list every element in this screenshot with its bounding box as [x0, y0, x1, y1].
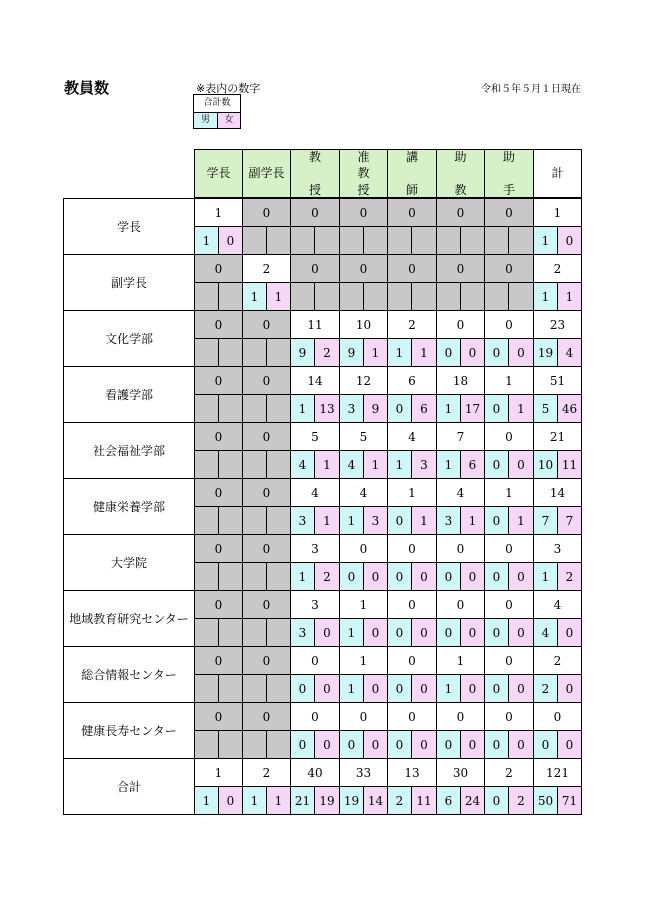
male-count-cell: 1 [339, 618, 364, 647]
female-count-cell: 0 [411, 618, 437, 647]
female-count-cell: 0 [508, 618, 534, 647]
male-count-cell: 0 [533, 730, 558, 759]
total-cell: 3 [290, 534, 340, 563]
female-count-cell: 1 [314, 450, 340, 479]
female-count-cell: 0 [363, 730, 388, 759]
female-count-cell: 0 [508, 674, 534, 703]
total-cell: 0 [242, 702, 291, 731]
row-label: 副学長 [63, 254, 195, 311]
row-label: 学長 [63, 198, 195, 255]
male-count-cell: 0 [436, 618, 461, 647]
female-count-cell: 11 [557, 450, 582, 479]
total-cell: 0 [436, 534, 485, 563]
empty-cell [218, 282, 243, 311]
legend-male: 男 [194, 113, 218, 128]
empty-cell [387, 226, 412, 255]
empty-cell [266, 226, 291, 255]
male-count-cell: 3 [290, 506, 315, 535]
total-cell: 4 [339, 478, 388, 507]
row-label: 健康栄養学部 [63, 478, 195, 535]
total-cell: 3 [533, 534, 582, 563]
female-count-cell: 0 [411, 730, 437, 759]
column-header: 講 師 [387, 149, 437, 198]
empty-cell [218, 450, 243, 479]
total-cell: 1 [484, 366, 534, 395]
total-cell: 30 [436, 758, 485, 787]
empty-cell [266, 562, 291, 591]
total-cell: 2 [533, 254, 582, 283]
total-cell: 5 [290, 422, 340, 451]
female-count-cell: 0 [508, 562, 534, 591]
female-count-cell: 0 [508, 730, 534, 759]
empty-cell [314, 226, 340, 255]
empty-cell [508, 282, 534, 311]
total-cell: 0 [484, 702, 534, 731]
male-count-cell: 19 [533, 338, 558, 367]
male-count-cell: 0 [484, 618, 509, 647]
male-count-cell: 10 [533, 450, 558, 479]
female-count-cell: 0 [557, 730, 582, 759]
male-count-cell: 0 [387, 618, 412, 647]
total-cell: 1 [194, 758, 243, 787]
female-count-cell: 2 [508, 786, 534, 815]
female-count-cell: 0 [460, 562, 485, 591]
empty-cell [411, 282, 437, 311]
row-label: 看護学部 [63, 366, 195, 423]
male-count-cell: 4 [290, 450, 315, 479]
male-count-cell: 0 [484, 562, 509, 591]
total-cell: 23 [533, 310, 582, 339]
total-cell: 0 [290, 254, 340, 283]
empty-cell [484, 226, 509, 255]
total-cell: 1 [339, 646, 388, 675]
total-cell: 0 [290, 198, 340, 227]
empty-cell [194, 730, 219, 759]
empty-cell [411, 226, 437, 255]
total-cell: 0 [339, 254, 388, 283]
legend-female: 女 [218, 113, 240, 128]
total-cell: 11 [290, 310, 340, 339]
male-count-cell: 0 [387, 562, 412, 591]
column-header: 准 教 授 [339, 149, 388, 198]
male-count-cell: 0 [387, 730, 412, 759]
column-header: 学長 [194, 149, 243, 198]
total-cell: 5 [339, 422, 388, 451]
female-count-cell: 2 [314, 338, 340, 367]
male-count-cell: 0 [484, 394, 509, 423]
female-count-cell: 0 [508, 450, 534, 479]
total-cell: 0 [387, 534, 437, 563]
female-count-cell: 1 [508, 394, 534, 423]
male-count-cell: 0 [436, 730, 461, 759]
total-cell: 2 [484, 758, 534, 787]
total-cell: 1 [484, 478, 534, 507]
male-count-cell: 1 [194, 226, 219, 255]
female-count-cell: 4 [557, 338, 582, 367]
total-cell: 14 [533, 478, 582, 507]
total-cell: 4 [387, 422, 437, 451]
empty-cell [508, 226, 534, 255]
total-cell: 121 [533, 758, 582, 787]
empty-cell [242, 450, 267, 479]
female-count-cell: 6 [460, 450, 485, 479]
male-count-cell: 1 [436, 674, 461, 703]
empty-cell [194, 338, 219, 367]
male-count-cell: 1 [242, 282, 267, 311]
total-cell: 2 [242, 254, 291, 283]
total-cell: 0 [242, 422, 291, 451]
empty-cell [436, 282, 461, 311]
empty-cell [242, 338, 267, 367]
total-cell: 0 [436, 198, 485, 227]
total-cell: 1 [387, 478, 437, 507]
empty-cell [242, 226, 267, 255]
total-cell: 1 [339, 590, 388, 619]
male-count-cell: 9 [339, 338, 364, 367]
male-count-cell: 2 [387, 786, 412, 815]
female-count-cell: 2 [314, 562, 340, 591]
empty-cell [194, 282, 219, 311]
empty-cell [363, 226, 388, 255]
total-cell: 0 [436, 590, 485, 619]
empty-cell [242, 618, 267, 647]
total-cell: 0 [484, 646, 534, 675]
row-label: 健康長寿センター [63, 702, 195, 759]
total-cell: 0 [484, 254, 534, 283]
female-count-cell: 9 [363, 394, 388, 423]
total-cell: 4 [533, 590, 582, 619]
female-count-cell: 0 [363, 562, 388, 591]
male-count-cell: 1 [436, 394, 461, 423]
empty-cell [266, 674, 291, 703]
male-count-cell: 1 [533, 282, 558, 311]
column-header: 計 [533, 149, 582, 198]
female-count-cell: 1 [314, 506, 340, 535]
total-cell: 0 [484, 198, 534, 227]
empty-cell [436, 226, 461, 255]
male-count-cell: 21 [290, 786, 315, 815]
row-label: 合計 [63, 758, 195, 815]
empty-cell [290, 282, 315, 311]
total-cell: 7 [436, 422, 485, 451]
empty-cell [218, 338, 243, 367]
empty-cell [194, 394, 219, 423]
female-count-cell: 17 [460, 394, 485, 423]
male-count-cell: 1 [339, 674, 364, 703]
total-cell: 0 [242, 646, 291, 675]
male-count-cell: 0 [387, 506, 412, 535]
total-cell: 0 [194, 310, 243, 339]
total-cell: 0 [242, 310, 291, 339]
male-count-cell: 0 [290, 730, 315, 759]
empty-cell [194, 618, 219, 647]
total-cell: 0 [194, 590, 243, 619]
empty-cell [218, 730, 243, 759]
total-cell: 0 [290, 702, 340, 731]
female-count-cell: 0 [218, 786, 243, 815]
female-count-cell: 0 [363, 674, 388, 703]
total-cell: 4 [436, 478, 485, 507]
empty-cell [194, 450, 219, 479]
empty-cell [218, 506, 243, 535]
total-cell: 0 [436, 702, 485, 731]
male-count-cell: 0 [484, 730, 509, 759]
total-cell: 0 [436, 310, 485, 339]
female-count-cell: 0 [314, 730, 340, 759]
total-cell: 13 [387, 758, 437, 787]
male-count-cell: 0 [290, 674, 315, 703]
empty-cell [266, 450, 291, 479]
female-count-cell: 14 [363, 786, 388, 815]
female-count-cell: 1 [460, 506, 485, 535]
empty-cell [242, 562, 267, 591]
total-cell: 0 [484, 422, 534, 451]
empty-cell [460, 282, 485, 311]
column-header: 教 授 [290, 149, 340, 198]
total-cell: 0 [484, 310, 534, 339]
male-count-cell: 1 [290, 394, 315, 423]
total-cell: 2 [533, 646, 582, 675]
male-count-cell: 6 [436, 786, 461, 815]
total-cell: 0 [387, 590, 437, 619]
female-count-cell: 0 [460, 338, 485, 367]
female-count-cell: 11 [411, 786, 437, 815]
female-count-cell: 1 [363, 450, 388, 479]
as-of-date: 令和５年５月１日現在 [481, 84, 581, 95]
female-count-cell: 0 [363, 618, 388, 647]
male-count-cell: 1 [242, 786, 267, 815]
total-cell: 18 [436, 366, 485, 395]
row-label: 大学院 [63, 534, 195, 591]
total-cell: 0 [339, 702, 388, 731]
male-count-cell: 5 [533, 394, 558, 423]
female-count-cell: 7 [557, 506, 582, 535]
total-cell: 0 [533, 702, 582, 731]
female-count-cell: 46 [557, 394, 582, 423]
female-count-cell: 1 [411, 506, 437, 535]
female-count-cell: 19 [314, 786, 340, 815]
row-label: 総合情報センター [63, 646, 195, 703]
table-note: ※表内の数字 [196, 82, 261, 95]
male-count-cell: 0 [339, 730, 364, 759]
female-count-cell: 0 [557, 226, 582, 255]
total-cell: 0 [387, 702, 437, 731]
total-cell: 0 [484, 590, 534, 619]
total-cell: 1 [194, 198, 243, 227]
total-cell: 0 [387, 254, 437, 283]
male-count-cell: 0 [387, 394, 412, 423]
female-count-cell: 0 [314, 618, 340, 647]
male-count-cell: 0 [484, 674, 509, 703]
male-count-cell: 9 [290, 338, 315, 367]
total-cell: 0 [242, 366, 291, 395]
female-count-cell: 0 [460, 674, 485, 703]
male-count-cell: 0 [436, 562, 461, 591]
column-header: 助 手 [484, 149, 534, 198]
empty-cell [242, 506, 267, 535]
total-cell: 0 [194, 366, 243, 395]
empty-cell [266, 730, 291, 759]
male-count-cell: 3 [436, 506, 461, 535]
male-count-cell: 19 [339, 786, 364, 815]
total-cell: 0 [242, 478, 291, 507]
empty-cell [242, 394, 267, 423]
female-count-cell: 2 [557, 562, 582, 591]
female-count-cell: 6 [411, 394, 437, 423]
female-count-cell: 1 [411, 338, 437, 367]
empty-cell [460, 226, 485, 255]
page-title: 教員数 [64, 79, 110, 97]
total-cell: 21 [533, 422, 582, 451]
empty-cell [266, 394, 291, 423]
total-cell: 0 [387, 646, 437, 675]
row-label: 社会福祉学部 [63, 422, 195, 479]
female-count-cell: 0 [411, 562, 437, 591]
total-cell: 2 [242, 758, 291, 787]
female-count-cell: 0 [460, 618, 485, 647]
female-count-cell: 1 [266, 786, 291, 815]
male-count-cell: 0 [484, 450, 509, 479]
empty-cell [218, 674, 243, 703]
total-cell: 51 [533, 366, 582, 395]
empty-cell [242, 674, 267, 703]
female-count-cell: 24 [460, 786, 485, 815]
total-cell: 14 [290, 366, 340, 395]
total-cell: 0 [484, 534, 534, 563]
empty-cell [194, 562, 219, 591]
total-cell: 0 [387, 198, 437, 227]
male-count-cell: 50 [533, 786, 558, 815]
total-cell: 4 [290, 478, 340, 507]
column-header: 副学長 [242, 149, 291, 198]
male-count-cell: 4 [339, 450, 364, 479]
female-count-cell: 0 [411, 674, 437, 703]
female-count-cell: 1 [363, 338, 388, 367]
total-cell: 0 [339, 198, 388, 227]
empty-cell [242, 730, 267, 759]
male-count-cell: 0 [484, 786, 509, 815]
empty-cell [218, 618, 243, 647]
male-count-cell: 1 [533, 562, 558, 591]
empty-cell [266, 618, 291, 647]
total-cell: 0 [242, 590, 291, 619]
total-cell: 0 [339, 534, 388, 563]
empty-cell [314, 282, 340, 311]
total-cell: 0 [194, 702, 243, 731]
total-cell: 0 [242, 534, 291, 563]
empty-cell [387, 282, 412, 311]
female-count-cell: 3 [411, 450, 437, 479]
empty-cell [266, 506, 291, 535]
male-count-cell: 7 [533, 506, 558, 535]
male-count-cell: 1 [436, 450, 461, 479]
empty-cell [218, 394, 243, 423]
empty-cell [363, 282, 388, 311]
female-count-cell: 0 [557, 618, 582, 647]
male-count-cell: 0 [484, 338, 509, 367]
female-count-cell: 3 [363, 506, 388, 535]
total-cell: 12 [339, 366, 388, 395]
total-cell: 40 [290, 758, 340, 787]
total-cell: 0 [436, 254, 485, 283]
female-count-cell: 0 [460, 730, 485, 759]
total-cell: 10 [339, 310, 388, 339]
female-count-cell: 1 [557, 282, 582, 311]
empty-cell [194, 506, 219, 535]
female-count-cell: 0 [508, 338, 534, 367]
empty-cell [339, 282, 364, 311]
empty-cell [484, 282, 509, 311]
empty-cell [290, 226, 315, 255]
empty-cell [218, 562, 243, 591]
male-count-cell: 0 [339, 562, 364, 591]
female-count-cell: 0 [218, 226, 243, 255]
male-count-cell: 0 [436, 338, 461, 367]
total-cell: 0 [194, 254, 243, 283]
total-cell: 0 [194, 534, 243, 563]
female-count-cell: 0 [557, 674, 582, 703]
male-count-cell: 0 [484, 506, 509, 535]
male-count-cell: 1 [387, 338, 412, 367]
total-cell: 6 [387, 366, 437, 395]
male-count-cell: 4 [533, 618, 558, 647]
total-cell: 0 [194, 478, 243, 507]
male-count-cell: 1 [533, 226, 558, 255]
empty-cell [339, 226, 364, 255]
row-label: 地域教育研究センター [63, 590, 195, 647]
legend-total: 合計数 [194, 95, 240, 113]
female-count-cell: 13 [314, 394, 340, 423]
male-count-cell: 0 [387, 674, 412, 703]
male-count-cell: 3 [339, 394, 364, 423]
row-label: 文化学部 [63, 310, 195, 367]
male-count-cell: 3 [290, 618, 315, 647]
total-cell: 0 [290, 646, 340, 675]
total-cell: 0 [194, 646, 243, 675]
male-count-cell: 2 [533, 674, 558, 703]
total-cell: 2 [387, 310, 437, 339]
female-count-cell: 0 [314, 674, 340, 703]
total-cell: 0 [242, 198, 291, 227]
female-count-cell: 71 [557, 786, 582, 815]
total-cell: 3 [290, 590, 340, 619]
column-header: 助 教 [436, 149, 485, 198]
total-cell: 0 [194, 422, 243, 451]
empty-cell [266, 338, 291, 367]
male-count-cell: 1 [387, 450, 412, 479]
male-count-cell: 1 [194, 786, 219, 815]
male-count-cell: 1 [339, 506, 364, 535]
female-count-cell: 1 [508, 506, 534, 535]
total-cell: 1 [533, 198, 582, 227]
male-count-cell: 1 [290, 562, 315, 591]
total-cell: 33 [339, 758, 388, 787]
empty-cell [194, 674, 219, 703]
female-count-cell: 1 [266, 282, 291, 311]
total-cell: 1 [436, 646, 485, 675]
